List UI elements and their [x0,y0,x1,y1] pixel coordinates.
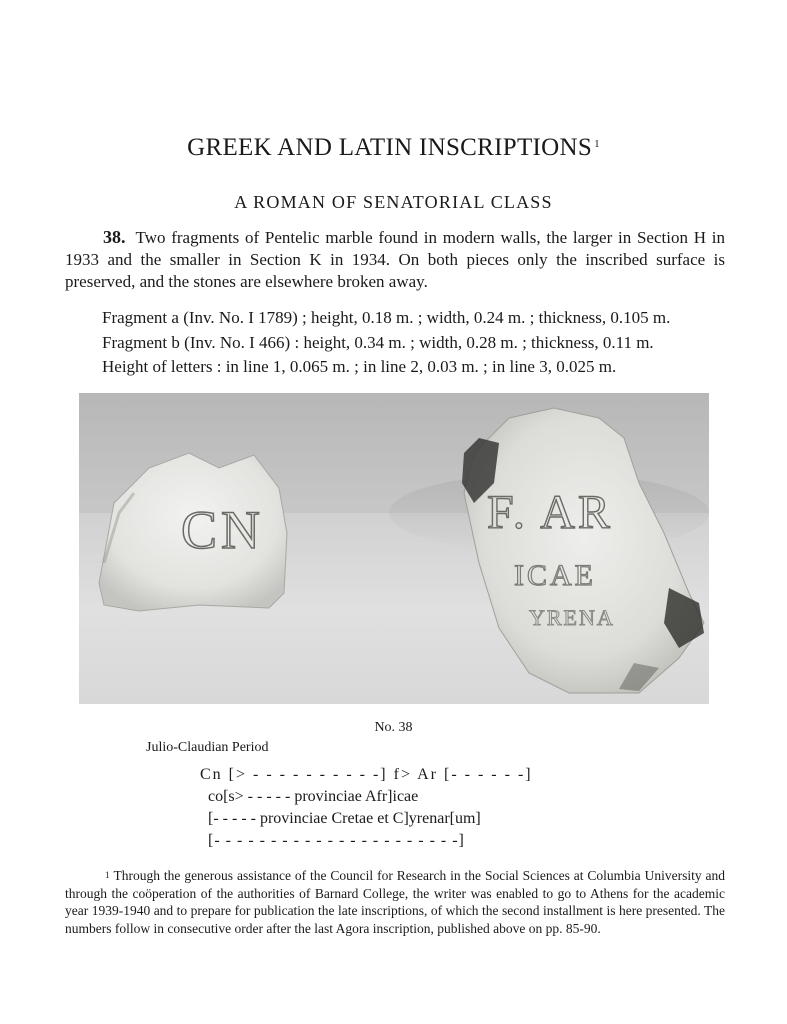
page-title [0,134,787,162]
inscription-text [200,764,600,852]
figure-caption: No. 38 [374,720,413,735]
section-heading: A ROMAN OF SENATORIAL CLASS [234,192,553,212]
title-footnote-mark: 1 [594,138,600,150]
spec-fragment-b: Fragment b (Inv. No. I 466) : height, 0.34 m. ; width, 0.28 m. ; thickness, 0.11 m. [102,332,654,352]
period-label: Julio-Claudian Period [146,740,269,755]
fragment-b-line-3: YRENA [529,605,615,630]
fragment-a-letters: CN [181,500,265,560]
footnote-mark: 1 [105,870,110,880]
entry-text: Two fragments of Pentelic marble found in modern walls, the larger in Section H in 1933 and the smaller in Section K in 1934. On both pieces only the inscribed surface is preserved, and the stones are elsewhere broken away. [65,228,725,291]
entry-paragraph [65,226,725,293]
spec-letter-heights: Height of letters : in line 1, 0.065 m. ; in line 2, 0.03 m. ; in line 3, 0.025 m. [102,357,617,376]
title-text: GREEK AND LATIN INSCRIPTIONS [187,134,593,161]
footnote [65,867,725,937]
fragment-b-line-2: ICAE [514,559,596,592]
fragment-specs [102,306,742,380]
spec-fragment-a: Fragment a (Inv. No. I 1789) ; height, 0.18 m. ; width, 0.24 m. ; thickness, 0.105 m. [102,308,671,327]
inscription-line-2: co[s> - - - - - provinciae Afr]icae [208,788,419,805]
footnote-text: Through the generous assistance of the Council for Research in the Social Sciences at Columbia University and through the coöperation of the authorities of Barnard College, the writer was enabled to go to Athens for the academic year 1939-1940 and to prepare for publication the late inscriptions, of which the second installment is here presented. The numbers follow in consecutive order after the last Agora inscription, published above on pp. 85-90. [65,868,725,936]
inscription-line-1: Cn [> - - - - - - - - - -] f> Ar [- - - - - -] [200,766,533,783]
inscription-line-3: [- - - - - provinciae Cretae et C]yrenar[um] [208,810,481,827]
fragment-b-line-1: F. AR [487,486,613,539]
entry-number: 38. [103,227,126,247]
inscription-line-4: [- - - - - - - - - - - - - - - - - - - - - -] [208,832,465,849]
fragments-photo [79,393,709,704]
